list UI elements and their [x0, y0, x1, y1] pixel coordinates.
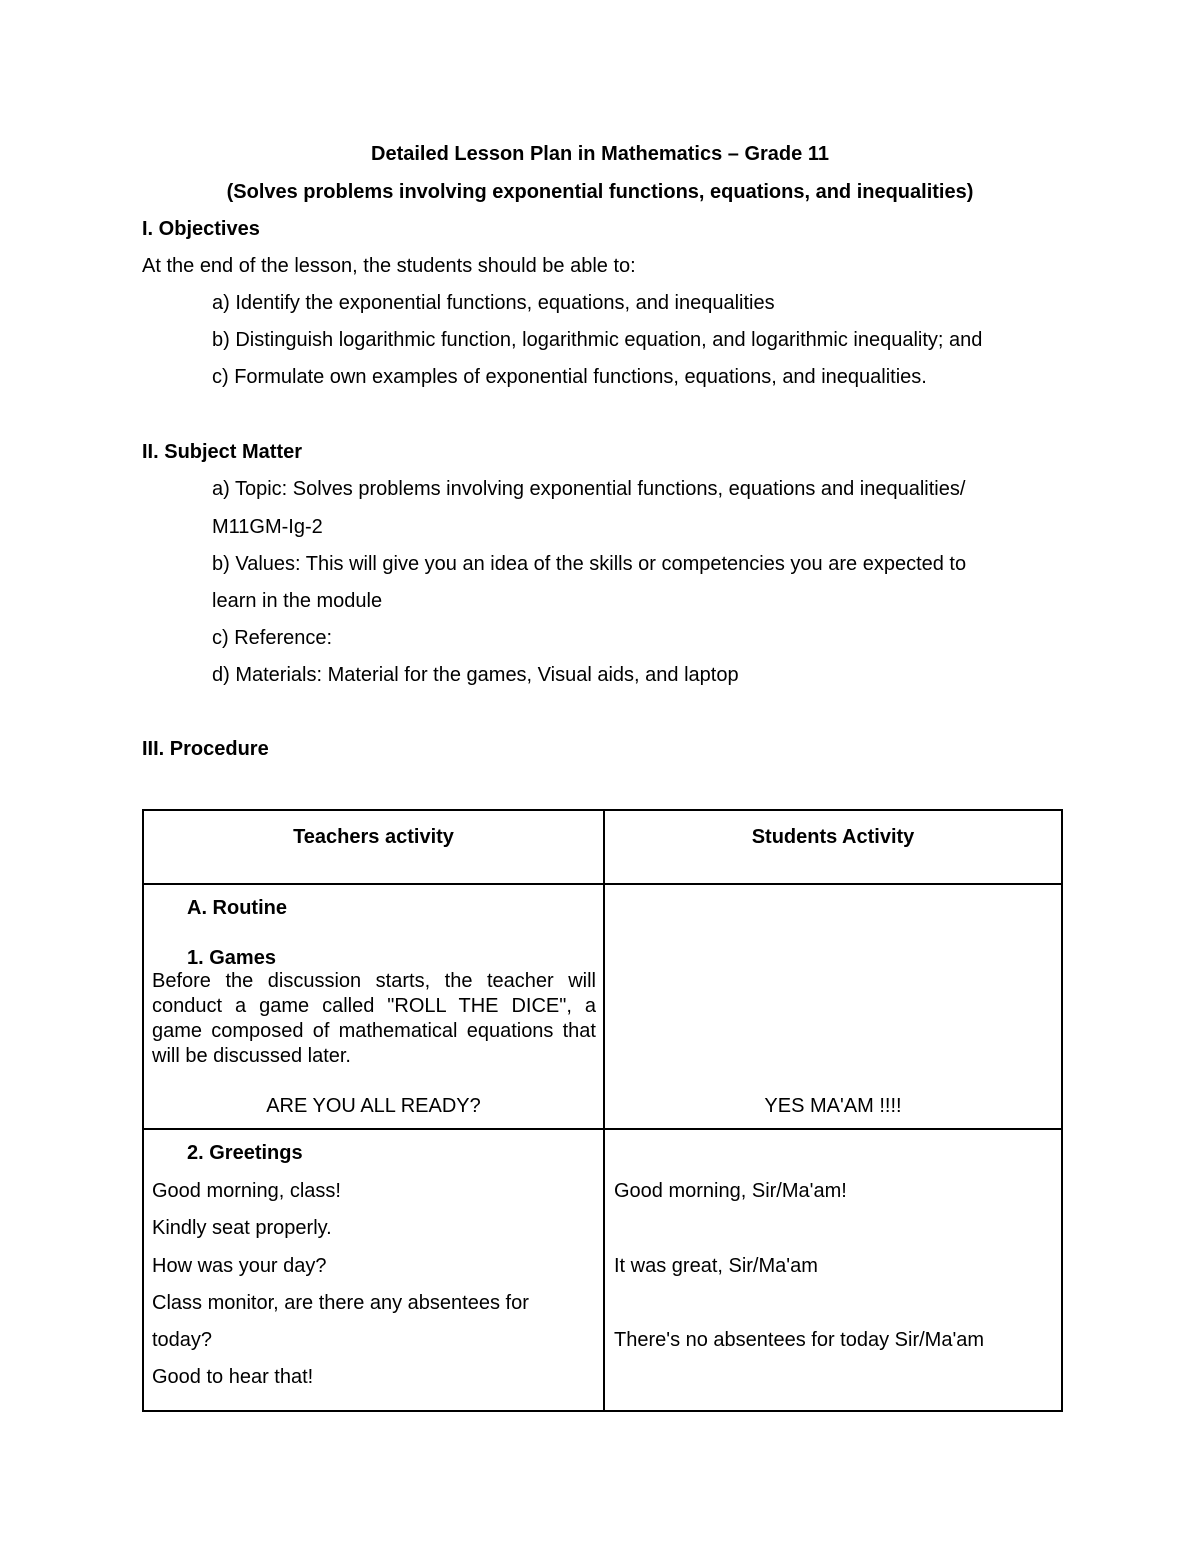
table-row	[143, 1129, 1062, 1411]
document-title: Detailed Lesson Plan in Mathematics – Grade 11	[371, 143, 829, 165]
objectives-intro: At the end of the lesson, the students should be able to:	[142, 255, 636, 277]
greetings-heading: 2. Greetings	[187, 1142, 303, 1164]
subject-values-line: b) Values: This will give you an idea of the skills or competencies you are expected to	[212, 553, 967, 575]
routine-teacher-cell	[143, 884, 604, 1129]
students-column-header-cell	[604, 810, 1062, 884]
objective-item: b) Distinguish logarithmic function, logarithmic equation, and logarithmic inequality; and	[212, 329, 983, 351]
routine-heading: A. Routine	[187, 897, 287, 919]
students-column-header: Students Activity	[751, 826, 915, 848]
teacher-line: Good to hear that!	[152, 1366, 314, 1388]
games-description: Before the discussion starts, the teacher will conduct a game called "ROLL THE DICE", a game composed of mathematical equations that will be discussed later.	[152, 970, 596, 1067]
teacher-line: Kindly seat properly.	[152, 1217, 332, 1239]
subject-materials: d) Materials: Material for the games, Visual aids, and laptop	[212, 664, 739, 686]
student-line: Good morning, Sir/Ma'am!	[614, 1180, 847, 1202]
subject-matter-heading: II. Subject Matter	[142, 441, 303, 463]
procedure-table	[142, 809, 1063, 1412]
greetings-teacher-cell	[143, 1129, 604, 1411]
teacher-column-header: Teachers activity	[293, 826, 454, 848]
document-subtitle: (Solves problems involving exponential functions, equations, and inequalities)	[226, 181, 974, 203]
subject-topic-line: a) Topic: Solves problems involving exponential functions, equations and inequalities/	[212, 478, 966, 500]
subject-topic-code: M11GM-Ig-2	[212, 516, 323, 538]
subject-reference: c) Reference:	[212, 627, 333, 649]
student-line: There's no absentees for today Sir/Ma'am	[614, 1329, 985, 1351]
objective-item: c) Formulate own examples of exponential functions, equations, and inequalities.	[212, 366, 927, 388]
objectives-heading: I. Objectives	[142, 218, 260, 240]
objective-item: a) Identify the exponential functions, equations, and inequalities	[212, 292, 775, 314]
games-heading: 1. Games	[187, 947, 276, 969]
teacher-prompt: ARE YOU ALL READY?	[266, 1095, 481, 1117]
subject-values-line: learn in the module	[212, 590, 383, 612]
table-row	[143, 884, 1062, 1129]
routine-student-cell	[604, 884, 1062, 1129]
teacher-column-header-cell	[143, 810, 604, 884]
procedure-heading: III. Procedure	[142, 738, 269, 760]
teacher-line: Good morning, class!	[152, 1180, 341, 1202]
student-line: It was great, Sir/Ma'am	[614, 1255, 818, 1277]
greetings-student-cell	[604, 1129, 1062, 1411]
teacher-line: today?	[152, 1329, 213, 1351]
teacher-line: Class monitor, are there any absentees for	[152, 1292, 529, 1314]
table-header-row	[143, 810, 1062, 884]
teacher-line: How was your day?	[152, 1255, 327, 1277]
student-reply: YES MA'AM !!!!	[764, 1095, 902, 1117]
